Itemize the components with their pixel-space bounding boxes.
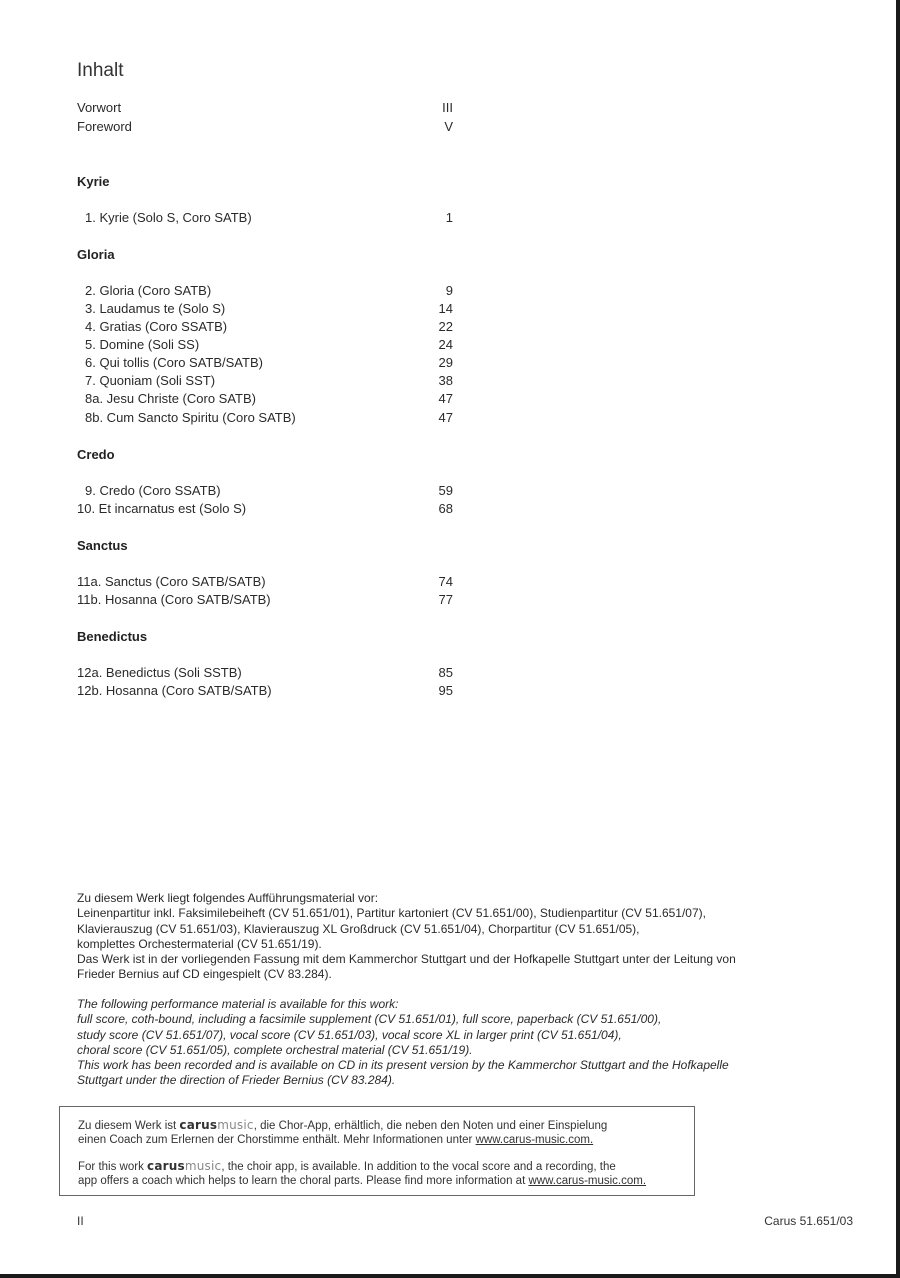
toc-entry[interactable] (77, 372, 453, 390)
carus-music-logo (147, 1159, 221, 1173)
toc-entry-page: 14 (438, 301, 453, 316)
performance-material-de (77, 891, 817, 983)
toc-entry-page: 68 (438, 501, 453, 516)
info-line: Stuttgart under the direction of Frieder Bernius (CV 83.284). (77, 1073, 396, 1088)
toc-entry-vorwort[interactable] (77, 99, 453, 117)
toc-entry-label: 7. Quoniam (Soli SST) (85, 373, 216, 388)
toc-entry-label: 11a. Sanctus (Coro SATB/SATB) (77, 574, 266, 589)
toc-entry-page: 9 (445, 283, 453, 298)
toc-entry[interactable] (77, 664, 453, 682)
toc-entry-label: 12b. Hosanna (Coro SATB/SATB) (77, 683, 272, 698)
toc-entry-page: 74 (438, 574, 453, 589)
toc-entry-label: 2. Gloria (Coro SATB) (85, 283, 212, 298)
page-edge-right (896, 0, 900, 1278)
toc-entry-page: 29 (438, 355, 453, 370)
carus-music-logo (179, 1118, 253, 1132)
app-info-en (78, 1159, 688, 1188)
section-heading-gloria: Gloria (77, 247, 115, 262)
info-line: Leinenpartitur inkl. Faksimilebeiheft (CV 51.651/01), Partitur kartoniert (CV 51.651/00), Studienpartitur (CV 51.651/07), (77, 906, 706, 921)
info-line: Frieder Bernius auf CD eingespielt (CV 83.284). (77, 967, 332, 982)
toc-entry-label: 6. Qui tollis (Coro SATB/SATB) (85, 355, 263, 370)
toc-entry[interactable] (77, 573, 453, 591)
toc-entry-page: 24 (438, 337, 453, 352)
toc-entry-page: 22 (438, 319, 453, 334)
toc-entry-page: 38 (438, 373, 453, 388)
toc-entry-page: V (444, 119, 453, 134)
info-line: Zu diesem Werk liegt folgendes Aufführungsmaterial vor: (77, 891, 379, 905)
page-number: II (77, 1214, 84, 1228)
toc-entry-label: 3. Laudamus te (Solo S) (85, 301, 226, 316)
section-heading-benedictus: Benedictus (77, 629, 148, 644)
info-line: This work has been recorded and is available on CD in its present version by the Kammerchor Stuttgart and the Hofkapelle (77, 1058, 729, 1073)
toc-entry-page: 47 (438, 410, 453, 425)
toc-entry[interactable] (77, 354, 453, 372)
toc-entry-label: Foreword (77, 119, 132, 134)
carus-music-link[interactable]: www.carus-music.com. (528, 1175, 647, 1187)
info-line: Das Werk ist in der vorliegenden Fassung mit dem Kammerchor Stuttgart und der Hofkapelle Stuttgart unter der Leitung von (77, 952, 736, 967)
info-line: The following performance material is available for this work: (77, 997, 399, 1011)
toc-entry[interactable] (77, 682, 453, 700)
performance-material-en (77, 997, 817, 1089)
toc-entry-label: 12a. Benedictus (Soli SSTB) (77, 665, 242, 680)
toc-entry[interactable] (77, 500, 453, 518)
section-heading-sanctus: Sanctus (77, 538, 128, 553)
section-heading-credo: Credo (77, 447, 115, 462)
toc-entry-label: 9. Credo (Coro SSATB) (85, 483, 221, 498)
toc-entry-label: 1. Kyrie (Solo S, Coro SATB) (85, 210, 252, 225)
catalog-number: Carus 51.651/03 (764, 1214, 853, 1228)
logo-music: music (217, 1118, 254, 1132)
carus-music-link[interactable]: www.carus-music.com. (475, 1134, 594, 1146)
toc-entry-page: III (442, 100, 453, 115)
carus-music-app-box (59, 1106, 695, 1196)
app-info-text: app offers a coach which helps to learn the choral parts. Please find more information at (78, 1175, 529, 1187)
toc-entry[interactable] (77, 318, 453, 336)
toc-entry-page: 59 (438, 483, 453, 498)
toc-entry[interactable] (77, 209, 453, 227)
logo-carus: carus (147, 1159, 185, 1173)
info-line: Klavierauszug (CV 51.651/03), Klavierauszug XL Großdruck (CV 51.651/04), Chorpartitur (CV 51.651/05), (77, 921, 640, 936)
toc-entry-page: 47 (438, 391, 453, 406)
info-line: study score (CV 51.651/07), vocal score (CV 51.651/03), vocal score XL in larger print (CV 51.651/04), (77, 1027, 622, 1042)
logo-music: music (184, 1159, 222, 1173)
section-heading-kyrie: Kyrie (77, 174, 110, 189)
info-line: komplettes Orchestermaterial (CV 51.651/19). (77, 936, 322, 951)
app-info-text: Zu diesem Werk ist (78, 1120, 180, 1132)
toc-entry-page: 77 (438, 592, 453, 607)
toc-entry-foreword[interactable] (77, 118, 453, 136)
toc-entry-label: 10. Et incarnatus est (Solo S) (77, 501, 247, 516)
app-info-text: , the choir app, is available. In addition to the vocal score and a recording, the (221, 1161, 616, 1173)
toc-entry[interactable] (77, 482, 453, 500)
toc-entry[interactable] (77, 591, 453, 609)
app-info-text: For this work (78, 1161, 148, 1173)
toc-entry-label: 5. Domine (Soli SS) (85, 337, 200, 352)
toc-entry[interactable] (77, 282, 453, 300)
app-info-text: einen Coach zum Erlernen der Chorstimme enthält. Mehr Informationen unter (78, 1134, 476, 1146)
toc-entry-page: 95 (438, 683, 453, 698)
info-line: choral score (CV 51.651/05), complete orchestral material (CV 51.651/19). (77, 1042, 473, 1057)
toc-entry-label: 8a. Jesu Christe (Coro SATB) (85, 391, 256, 406)
logo-carus: carus (179, 1118, 218, 1132)
toc-entry[interactable] (77, 409, 453, 427)
toc-entry-label: 11b. Hosanna (Coro SATB/SATB) (77, 592, 271, 607)
info-line: full score, coth-bound, including a facsimile supplement (CV 51.651/01), full score, paperback (CV 51.651/00), (77, 1012, 662, 1027)
toc-entry[interactable] (77, 390, 453, 408)
toc-entry-label: 8b. Cum Sancto Spiritu (Coro SATB) (85, 410, 296, 425)
app-info-text: , die Chor-App, erhältlich, die neben den Noten und einer Einspielung (253, 1120, 608, 1132)
toc-entry[interactable] (77, 336, 453, 354)
page-title: Inhalt (77, 60, 124, 81)
app-info-de (78, 1118, 688, 1147)
toc-entry[interactable] (77, 300, 453, 318)
page-edge-bottom (0, 1274, 900, 1278)
toc-entry-label: Vorwort (77, 100, 122, 115)
toc-entry-page: 1 (445, 210, 453, 225)
toc-entry-page: 85 (438, 665, 453, 680)
toc-entry-label: 4. Gratias (Coro SSATB) (85, 319, 228, 334)
